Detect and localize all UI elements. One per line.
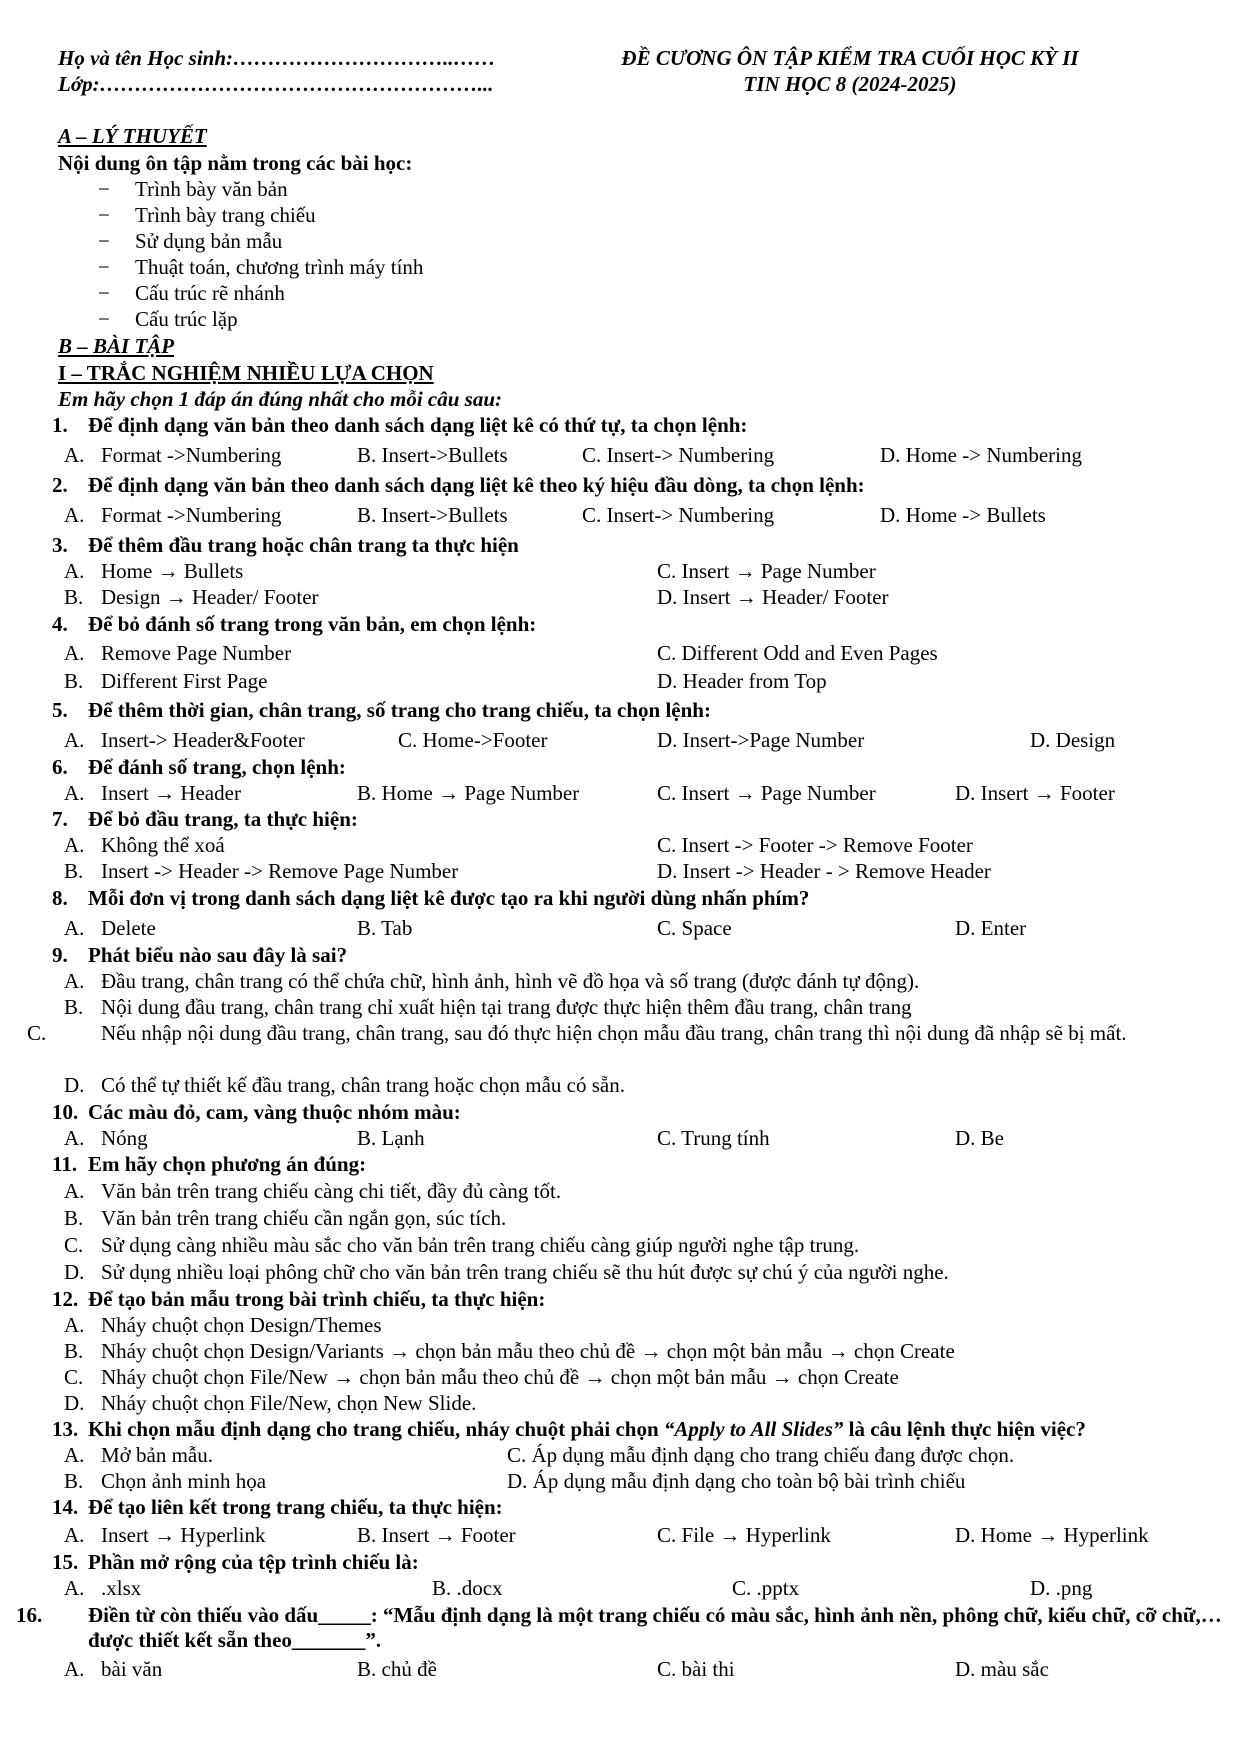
instruction: Em hãy chọn 1 đáp án đúng nhất cho mỗi câu sau: [58, 387, 503, 411]
question-12: 12. Để tạo bản mẫu trong bài trình chiếu, ta thực hiện: [52, 1287, 546, 1311]
topic-item: − Trình bày trang chiếu [98, 203, 316, 227]
option-b: B. Insert->Bullets [357, 443, 508, 467]
option-d: D. Be [955, 1126, 1004, 1150]
question-9: 9. Phát biểu nào sau đây là sai? [52, 943, 348, 967]
title-line-1: ĐỀ CƯƠNG ÔN TẬP KIỂM TRA CUỐI HỌC KỲ II [621, 46, 1079, 70]
option-a: A. Nóng [64, 1126, 148, 1150]
part-1-heading: I – TRẮC NGHIỆM NHIỀU LỰA CHỌN [58, 361, 434, 385]
question-11: 11. Em hãy chọn phương án đúng: [52, 1152, 367, 1176]
topic-item: − Sử dụng bản mẫu [98, 229, 283, 253]
option-a: A. Insert → Header [64, 781, 241, 805]
question-13: 13. Khi chọn mẫu định dạng cho trang chiếu, nháy chuột phải chọn “Apply to All Slides” là câu lệnh thực hiện việc? [52, 1417, 1086, 1441]
question-14: 14. Để tạo liên kết trong trang chiếu, ta thực hiện: [52, 1495, 503, 1519]
option-c: C. Áp dụng mẫu định dạng cho trang chiếu đang được chọn. [507, 1443, 1015, 1467]
topic-item: − Cấu trúc lặp [98, 307, 238, 331]
option-c: C. Insert → Page Number [657, 559, 876, 583]
option-b: B. Văn bản trên trang chiếu cần ngắn gọn, súc tích. [64, 1206, 507, 1230]
option-b: B. Home → Page Number [357, 781, 580, 805]
question-7: 7. Để bỏ đầu trang, ta thực hiện: [52, 807, 358, 831]
option-d: D. Insert → Header/ Footer [657, 585, 889, 609]
question-15: 15. Phần mở rộng của tệp trình chiếu là: [52, 1550, 419, 1574]
option-d: D. Home -> Numbering [880, 443, 1082, 467]
question-10: 10. Các màu đỏ, cam, vàng thuộc nhóm màu: [52, 1100, 461, 1124]
option-c: C. bài thi [657, 1657, 735, 1681]
option-a: A. Delete [64, 916, 156, 940]
option-a: A. Không thể xoá [64, 833, 225, 857]
option-d: D. Áp dụng mẫu định dạng cho toàn bộ bài trình chiếu [507, 1469, 966, 1493]
option-d: D. Header from Top [657, 669, 827, 693]
option-a: A. Home → Bullets [64, 559, 244, 583]
option-d: D. Có thể tự thiết kế đầu trang, chân trang hoặc chọn mẫu có sẵn. [64, 1073, 625, 1097]
topic-item: − Trình bày văn bản [98, 177, 288, 201]
option-a: A. Remove Page Number [64, 641, 292, 665]
option-a: A. .xlsx [64, 1576, 142, 1600]
option-d: D. Sử dụng nhiều loại phông chữ cho văn bản trên trang chiếu sẽ thu hút được sự chú ý của người nghe. [64, 1260, 949, 1284]
option-a: A. Nháy chuột chọn Design/Themes [64, 1313, 382, 1337]
option-a: A. Format ->Numbering [64, 503, 282, 527]
option-b: B. Chọn ảnh minh họa [64, 1469, 267, 1493]
option-d: D. màu sắc [955, 1657, 1049, 1681]
document-title [560, 45, 1140, 97]
option-c: C. File → Hyperlink [657, 1523, 831, 1547]
option-b: B. Nháy chuột chọn Design/Variants → chọn bản mẫu theo chủ đề → chọn một bản mẫu → chọn Create [64, 1339, 955, 1363]
title-line-2: TIN HỌC 8 (2024-2025) [743, 72, 957, 96]
option-c: C. Sử dụng càng nhiều màu sắc cho văn bản trên trang chiếu càng giúp người nghe tập trung. [64, 1233, 860, 1257]
option-c: C. Insert → Page Number [657, 781, 876, 805]
option-a: A. Format ->Numbering [64, 443, 282, 467]
option-c: C. .pptx [732, 1576, 800, 1600]
option-d: D. Insert->Page Number [657, 728, 865, 752]
option-a: A. Văn bản trên trang chiếu càng chi tiết, đầy đủ càng tốt. [64, 1179, 562, 1203]
option-c: C. Trung tính [657, 1126, 770, 1150]
class-line: Lớp:………………………………………………... [58, 72, 494, 96]
topic-item: − Cấu trúc rẽ nhánh [98, 281, 285, 305]
option-b: B. Insert -> Header -> Remove Page Number [64, 859, 459, 883]
option-b: B. Lạnh [357, 1126, 425, 1150]
option-b: B. .docx [432, 1576, 503, 1600]
question-8: 8. Mỗi đơn vị trong danh sách dạng liệt kê được tạo ra khi người dùng nhấn phím? [52, 886, 810, 910]
option-d: D. Home -> Bullets [880, 503, 1046, 527]
option-d: D. Nháy chuột chọn File/New, chọn New Slide. [64, 1391, 477, 1415]
section-a-heading: A – LÝ THUYẾT [58, 124, 207, 148]
option-d: D. Insert -> Header - > Remove Header [657, 859, 991, 883]
option-b: B. Insert → Footer [357, 1523, 516, 1547]
option-c: C. Nếu nhập nội dung đầu trang, chân trang, sau đó thực hiện chọn mẫu đầu trang, chân trang thì nội dung đã nhập sẽ bị mất. [27, 1021, 1127, 1045]
option-d: D. Home → Hyperlink [955, 1523, 1149, 1547]
option-c: C. Different Odd and Even Pages [657, 641, 938, 665]
question-16: 16. Điền từ còn thiếu vào dấu_____: “Mẫu định dạng là một trang chiếu có màu sắc, hình ảnh nền, phông chữ, kiểu chữ, cỡ chữ,… được thiết kết sẵn theo_______”. [16, 1603, 1222, 1652]
question-6: 6. Để đánh số trang, chọn lệnh: [52, 755, 346, 779]
question-4: 4. Để bỏ đánh số trang trong văn bản, em chọn lệnh: [52, 612, 537, 636]
option-b: B. Nội dung đầu trang, chân trang chỉ xuất hiện tại trang được thực hiện thêm đầu trang, chân trang [64, 995, 912, 1019]
question-3: 3. Để thêm đầu trang hoặc chân trang ta thực hiện [52, 533, 519, 557]
option-d: D. Insert → Footer [955, 781, 1115, 805]
question-5: 5. Để thêm thời gian, chân trang, số trang cho trang chiếu, ta chọn lệnh: [52, 698, 711, 722]
option-b: B. Design → Header/ Footer [64, 585, 319, 609]
option-c: C. Insert-> Numbering [582, 503, 775, 527]
section-a-intro: Nội dung ôn tập nằm trong các bài học: [58, 151, 413, 175]
option-d-2: D. Design [1030, 728, 1116, 752]
option-b: B. Different First Page [64, 669, 268, 693]
option-b: B. Insert->Bullets [357, 503, 508, 527]
question-1: 1. Để định dạng văn bản theo danh sách dạng liệt kê có thứ tự, ta chọn lệnh: [52, 413, 748, 437]
option-a: A. bài văn [64, 1657, 163, 1681]
option-a: A. Insert → Hyperlink [64, 1523, 266, 1547]
option-b: B. chủ đề [357, 1657, 437, 1681]
option-a: A. Insert-> Header&Footer [64, 728, 305, 752]
option-a: A. Đầu trang, chân trang có thể chứa chữ, hình ảnh, hình vẽ đồ họa và số trang (được đánh tự động). [64, 969, 920, 993]
option-c: C. Insert-> Numbering [582, 443, 775, 467]
option-c: C. Nháy chuột chọn File/New → chọn bản mẫu theo chủ đề → chọn một bản mẫu → chọn Create [64, 1365, 899, 1389]
option-b: B. Tab [357, 916, 413, 940]
option-c: C. Insert -> Footer -> Remove Footer [657, 833, 973, 857]
question-2: 2. Để định dạng văn bản theo danh sách dạng liệt kê theo ký hiệu đầu dòng, ta chọn lệnh: [52, 473, 865, 497]
option-c: C. Home->Footer [398, 728, 548, 752]
section-b-heading: B – BÀI TẬP [58, 334, 175, 358]
student-name-line: Họ và tên Học sinh:…………………………..…… [58, 46, 496, 70]
option-a: A. Mở bản mẫu. [64, 1443, 214, 1467]
option-c: C. Space [657, 916, 732, 940]
student-info [58, 45, 496, 97]
topic-item: − Thuật toán, chương trình máy tính [98, 255, 424, 279]
option-d: D. .png [1030, 1576, 1093, 1600]
option-d: D. Enter [955, 916, 1027, 940]
